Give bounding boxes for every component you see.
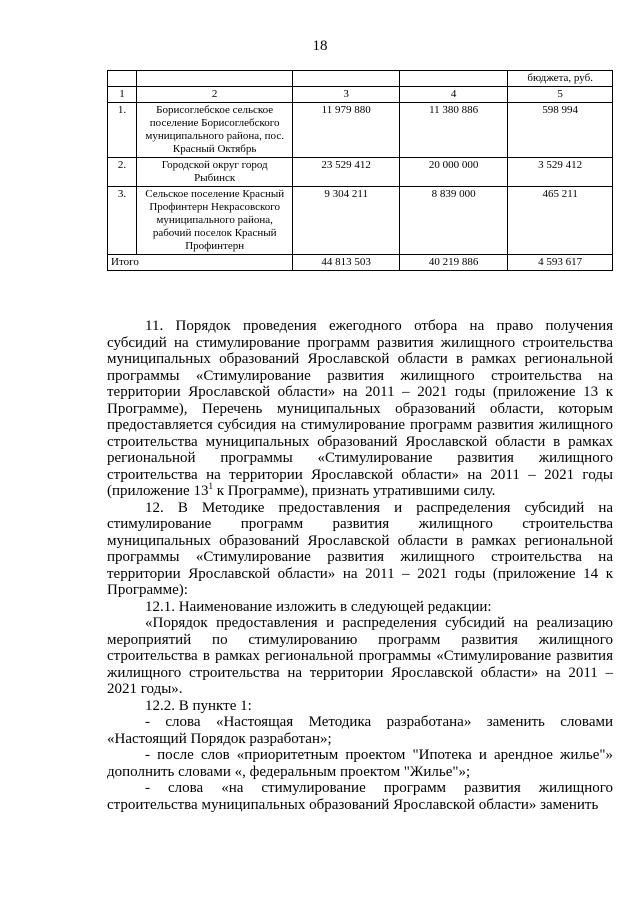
header-num: 5 <box>508 87 613 103</box>
value-col5: 3 529 412 <box>508 158 613 187</box>
dash-item-1: - слова «Настоящая Методика разработана» заменить словами «Настоящий Порядок разработан»; <box>107 714 613 747</box>
total-col4: 40 219 886 <box>399 255 507 271</box>
header-num: 1 <box>108 87 137 103</box>
paragraph-12-1-quote: «Порядок предоставления и распределения субсидий на реализацию мероприятий по стимулированию программ развития жилищного строительства в рамках региональной программы «Стимулирование развития жилищного строительства на территории Ярославской области» на 2011 – 2021 годы». <box>107 615 613 697</box>
dash-item-2: - после слов «приоритетным проектом "Ипотека и арендное жилье"» дополнить словами «, федеральным проектом "Жилье"»; <box>107 747 613 780</box>
table-row <box>108 187 613 255</box>
total-col3: 44 813 503 <box>293 255 399 271</box>
value-col4: 8 839 000 <box>399 187 507 255</box>
table-row <box>108 103 613 158</box>
paragraph-12: 12. В Методике предоставления и распределения субсидий на стимулирование программ развития жилищного строительства муниципальных образований Ярославской области в рамках региональной программы «Стимулирование развития жилищного строительства на территории Ярославской области» на 2011 – 2021 годы (приложение 14 к Программе): <box>107 499 613 598</box>
document-body <box>107 318 613 813</box>
municipality-name: Сельское поселение Красный Профинтерн Некрасовского муниципального района, рабочий поселок Красный Профинтерн <box>136 187 293 255</box>
value-col3: 11 979 880 <box>293 103 399 158</box>
header-num: 3 <box>293 87 399 103</box>
value-col4: 20 000 000 <box>399 158 507 187</box>
subsidy-table <box>107 70 613 271</box>
table-row <box>108 158 613 187</box>
table-total-row <box>108 255 613 271</box>
dash-item-3: - слова «на стимулирование программ развития жилищного строительства муниципальных образований Ярославской области» заменить <box>107 780 613 813</box>
header-num: 4 <box>399 87 507 103</box>
row-number: 2. <box>108 158 137 187</box>
paragraph-12-1: 12.1. Наименование изложить в следующей редакции: <box>145 598 492 615</box>
row-number: 1. <box>108 103 137 158</box>
municipality-name: Городской округ город Рыбинск <box>136 158 293 187</box>
value-col3: 23 529 412 <box>293 158 399 187</box>
total-label: Итого <box>108 255 293 271</box>
header-num: 2 <box>136 87 293 103</box>
value-col5: 598 994 <box>508 103 613 158</box>
value-col5: 465 211 <box>508 187 613 255</box>
paragraph-11: 11. Порядок проведения ежегодного отбора на право получения субсидий на стимулирование программ развития жилищного строительства муниципальных образований Ярославской области в рамках региональной программы «Стимулирование развития жилищного строительства на территории Ярославской области» на 2011 – 2021 годы (приложение 13 к Программе), Перечень муниципальных образований области, которым предоставляется субсидия на стимулирование программ развития жилищного строительства муниципальных образований Ярославской области в рамках региональной программы «Стимулирование развития жилищного строительства на территории Ярославской области» на 2011 – 2021 годы (приложение $13^1$ к Программе), признать утратившими силу. <box>107 318 613 499</box>
value-col4: 11 380 886 <box>399 103 507 158</box>
page-number: 18 <box>312 38 328 54</box>
superscript: 1 <box>208 481 213 491</box>
table-note-row <box>108 71 613 87</box>
table-header-row <box>108 87 613 103</box>
budget-note: бюджета, руб. <box>508 71 613 87</box>
row-number: 3. <box>108 187 137 255</box>
total-col5: 4 593 617 <box>508 255 613 271</box>
value-col3: 9 304 211 <box>293 187 399 255</box>
paragraph-12-2: 12.2. В пункте 1: <box>145 697 252 714</box>
municipality-name: Борисоглебское сельское поселение Борисоглебского муниципального района, пос. Красный Октябрь <box>136 103 293 158</box>
